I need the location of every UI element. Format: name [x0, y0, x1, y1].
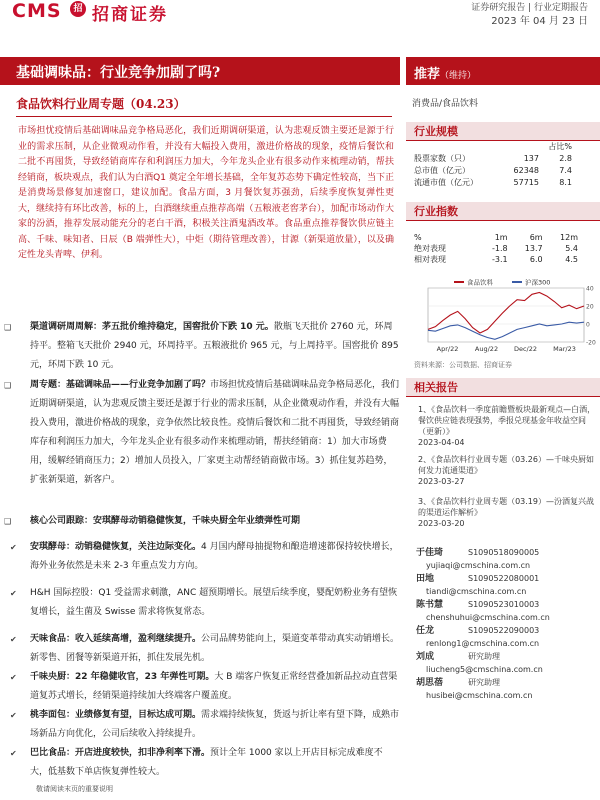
row-label: 绝对表现 [414, 244, 446, 253]
sub-text: 大 B 端客户恢复正常经营叠加新品拉动直营渠道复苏式增长，经销渠道持续加大终端客户覆盖度。 [30, 672, 398, 701]
analyst-row [416, 624, 596, 637]
col-header: 1m [494, 233, 508, 242]
row-share: 2.8 [559, 153, 572, 163]
related-date: 2023-04-04 [418, 438, 465, 447]
analyst-email[interactable]: husibei@cmschina.com.cn [426, 691, 533, 700]
related-report-2[interactable] [418, 454, 596, 487]
logo-latin: CMS [12, 0, 62, 22]
bullet-weekly-topic [4, 376, 400, 490]
analyst-id: S1090518090005 [468, 548, 540, 557]
cell: 4.5 [565, 255, 578, 264]
bullet-head: 核心公司跟踪： [30, 516, 94, 526]
analyst-email[interactable]: chenshuhui@cmschina.com.cn [426, 613, 550, 622]
analyst-row [416, 572, 596, 585]
analyst-email[interactable]: liucheng5@cmschina.com.cn [426, 665, 543, 674]
row-label: 股票家数（只） [414, 153, 470, 163]
check-bullet-icon: ✔ [10, 711, 17, 720]
row-share: 8.1 [559, 177, 572, 187]
analyst-id: S1090522080001 [468, 574, 540, 583]
sub-bold: 桃李面包：业绩修复有望，目标达成可期。 [30, 710, 202, 720]
legend-label: 沪深300 [525, 278, 551, 287]
table-header [414, 232, 578, 243]
market-size-table [414, 140, 572, 188]
x-tick-label: Aug/22 [474, 345, 499, 353]
bullet-core-companies [4, 512, 400, 531]
analyst-row [416, 546, 596, 559]
analyst-id: S1090523010003 [468, 600, 540, 609]
cell: 6.0 [529, 255, 543, 264]
analyst-row [416, 598, 596, 611]
series-line-food-beverage [428, 293, 584, 334]
row-value: 62348 [513, 165, 539, 175]
share-header: 占比% [548, 141, 572, 151]
row-share: 7.4 [559, 165, 572, 175]
legend-label: 食品饮料 [467, 278, 493, 287]
sub-babi [10, 744, 400, 782]
row-label: 总市值（亿元） [414, 165, 470, 175]
cell: 5.4 [565, 244, 578, 253]
bullet-text: 市场担忧疫情后基础调味品竞争格局恶化，我们近期调研渠道，认为悲观反馈主要还是源于行业的需求压制，从企业微观动作看，并没有大幅投入费用，激进价格战的现象，竞争依然比较良性。疫情后餐饮和二批不再囤货，导致经销商库存和利润压力加大，今年龙头企业有很多动作来梳理动销，帮扶经销商：1）加大市场费用，缓解经销商压力；2）增加人员投入，厂家更主动帮经销商做市场。3）抓住复苏趋势，扩张新渠道，新客户。 [30, 380, 400, 485]
square-bullet-icon: ❑ [4, 323, 12, 332]
bullet-channel [4, 318, 400, 375]
col-header: 12m [560, 233, 578, 242]
sub-bold: 安琪酵母：动销稳健恢复，关注边际变化。 [30, 542, 202, 552]
bullet-bold: 安琪酵母动销稳健恢复，千味央厨全年业绩弹性可期 [93, 516, 301, 526]
analyst-id: 研究助理 [468, 652, 500, 661]
rating-label [414, 63, 476, 82]
row-label: 相对表现 [414, 255, 446, 264]
bullet-bold: 茅五批价维持稳定，国窖批价下跌 10 元。 [102, 322, 274, 332]
index-performance-table [414, 232, 578, 265]
y-tick-label: 20 [586, 303, 594, 311]
row-value: 57715 [513, 177, 539, 187]
sub-text: 公司品牌势能向上，渠道变革带动真实动销增长。新零售、团餐等新渠道开拓，抓住发展先机。 [30, 634, 400, 663]
report-type: 证券研究报告 | 行业定期报告 [471, 3, 588, 13]
analyst-id: S1090522090003 [468, 626, 540, 635]
sub-angel-yeast [10, 538, 400, 576]
summary-paragraph: 市场担忧疫情后基础调味品竞争格局恶化，我们近期调研渠道，认为悲观反馈主要还是源于行业的需求压制，从企业微观动作看，并没有大幅投入费用，激进价格战的现象，疫情后餐饮和二批不再囤货，导致经销商库存和利润压力加大，今年龙头企业有很多动作来梳理动销，帮扶经销商，板块观点，我们认为白酒Q1 奠定全年增长基础，全年复苏态势下确定性较高，当下正是消费场景修复加速窗口，建议加配。食品方面，3 月餐饮复苏强劲，后续季度恢复弹性更大，继续持有环比改善，标的上，白酒继续重点推荐高端（五粮液老窖茅台），加配市场动作大家的汾酒，推荐发展动能充分的老白干酒，积极关注酒鬼酒改革。食品重点推荐餐饮供应链主高、千味、味知者、日辰（B 端弹性大），中炬（期待管理改善），甘源（新渠道放量），以及确定性龙头青啤、伊利。 [18, 126, 394, 260]
sub-bold: 天味食品：收入延续高增，盈利继续提升。 [30, 634, 202, 644]
y-tick-label: -20 [586, 339, 596, 347]
bullet-text: 散瓶飞天批价 2760 元，环周持平。整箱飞天批价 2940 元，环周持平。五粮液批价 965 元，与上周持平。国窖批价 895 元，环周下跌 10 元。 [30, 322, 399, 370]
analyst-name: 胡思蓓 [416, 678, 444, 688]
x-tick-label: Mar/23 [553, 345, 576, 353]
row-label: 流通市值（亿元） [414, 177, 478, 187]
check-bullet-icon: ✔ [10, 749, 17, 758]
report-title: 基础调味品：行业竞争加剧了吗? [16, 65, 221, 81]
analyst-row [416, 650, 596, 663]
col-header: % [414, 233, 422, 242]
title-bar [0, 57, 400, 85]
sub-text: 预计全年 1000 家以上开店目标完成难度不大，低基数下单店恢复弹性较大。 [30, 748, 383, 777]
report-subtitle: 食品饮料行业周专题（04.23） [16, 97, 186, 111]
industry-label: 消费品/食品饮料 [412, 99, 479, 109]
bullet-head: 渠道调研周周解： [30, 322, 103, 332]
related-report-1[interactable] [418, 404, 596, 448]
related-title[interactable]: 2、《食品饮料行业周专题（03.26）—千味央厨如何发力流通渠道》 [418, 455, 594, 475]
square-bullet-icon: ❑ [4, 517, 12, 526]
square-bullet-icon: ❑ [4, 381, 12, 390]
sub-taoli [10, 706, 400, 744]
rating-bar [406, 57, 600, 85]
cell: 13.7 [524, 244, 543, 253]
sub-bold: 千味央厨：22 年稳健收官，23 年弹性可期。 [30, 672, 215, 682]
analyst-list [416, 546, 596, 702]
footer-note: 敬请阅读末页的重要说明 [36, 785, 113, 793]
analyst-name: 陈书慧 [416, 600, 444, 610]
sub-text: 需求端持续恢复，货返与折让率有望下降，成熟市场新品方向优化，公司后续收入持续提升。 [30, 710, 400, 739]
sub-tianwei [10, 630, 400, 668]
cell: -3.1 [491, 255, 508, 264]
title-divider [16, 116, 392, 117]
sub-bold: 巴比食品：开店进度较快，扣非净利率下滑。 [30, 748, 211, 758]
section-related [406, 378, 600, 397]
analyst-name: 田地 [416, 574, 435, 584]
table-row [414, 243, 578, 254]
check-bullet-icon: ✔ [10, 673, 17, 682]
sub-hh [10, 584, 400, 622]
section-market-size [406, 122, 600, 141]
section-title: 相关报告 [414, 381, 458, 394]
row-value: 137 [523, 153, 539, 163]
related-title[interactable]: 1、《食品饮料一季度前瞻暨板块最新观点—白酒，餐饮供应链表现强势，季报兑现基金年收益空间（更新）》 [418, 405, 596, 436]
sub-text: H&H 国际控股：Q1 受益需求刺激，ANC 超预期增长。展望后续季度，婴配奶粉业务有望恢复增长，益生菌及 Swisse 需求将恢复常态。 [30, 588, 398, 617]
y-tick-label: 0 [586, 321, 590, 329]
section-title: 行业规模 [414, 125, 458, 138]
related-report-3[interactable] [418, 496, 596, 529]
logo-badge-icon: 招 [70, 1, 86, 17]
cell: -1.8 [491, 244, 508, 253]
related-date: 2023-03-20 [418, 519, 465, 528]
analyst-name: 刘成 [416, 652, 435, 662]
x-tick-label: Dec/22 [513, 345, 538, 353]
y-tick-label: 40 [586, 285, 594, 293]
analyst-row [416, 676, 596, 689]
table-row [414, 176, 572, 188]
check-bullet-icon: ✔ [10, 543, 17, 552]
section-title: 行业指数 [414, 205, 458, 218]
table-row [414, 164, 572, 176]
table-row [414, 152, 572, 164]
index-line-chart [410, 276, 596, 356]
check-bullet-icon: ✔ [10, 635, 17, 644]
chart-source: 资料来源：公司数据、招商证券 [414, 361, 512, 369]
sub-qianwei [10, 668, 400, 706]
bullet-head: 周专题： [30, 380, 67, 390]
logo-chinese: 招商证券 [92, 5, 168, 25]
x-tick-label: Apr/22 [436, 345, 459, 353]
analyst-email[interactable]: yujiaqi@cmschina.com.cn [426, 561, 531, 570]
series-line-csi300 [428, 322, 584, 339]
section-index [406, 202, 600, 221]
analyst-name: 于佳琦 [416, 548, 444, 558]
report-date: 2023 年 04 月 23 日 [491, 16, 588, 27]
rating-sub: （维持） [440, 71, 477, 81]
related-title[interactable]: 3、《食品饮料行业周专题（03.19）—汾酒复兴战的渠道运作解析》 [418, 497, 594, 517]
bullet-bold: 基础调味品——行业竞争加剧了吗？ [66, 380, 211, 390]
related-date: 2023-03-27 [418, 477, 465, 486]
analyst-name: 任龙 [416, 626, 435, 636]
col-header: 6m [529, 233, 543, 242]
check-bullet-icon: ✔ [10, 589, 17, 598]
analyst-email[interactable]: tiandi@cmschina.com.cn [426, 587, 527, 596]
table-row [414, 254, 578, 265]
analyst-id: 研究助理 [468, 678, 500, 687]
sub-text: 4 月国内酵母抽提物和酿造增速都保持较快增长，海外业务依然是未来 2-3 年重点发力方向。 [30, 542, 399, 571]
company-logo [12, 0, 217, 25]
rating-value: 推荐 [414, 67, 441, 82]
analyst-email[interactable]: renlong1@cmschina.com.cn [426, 639, 540, 648]
